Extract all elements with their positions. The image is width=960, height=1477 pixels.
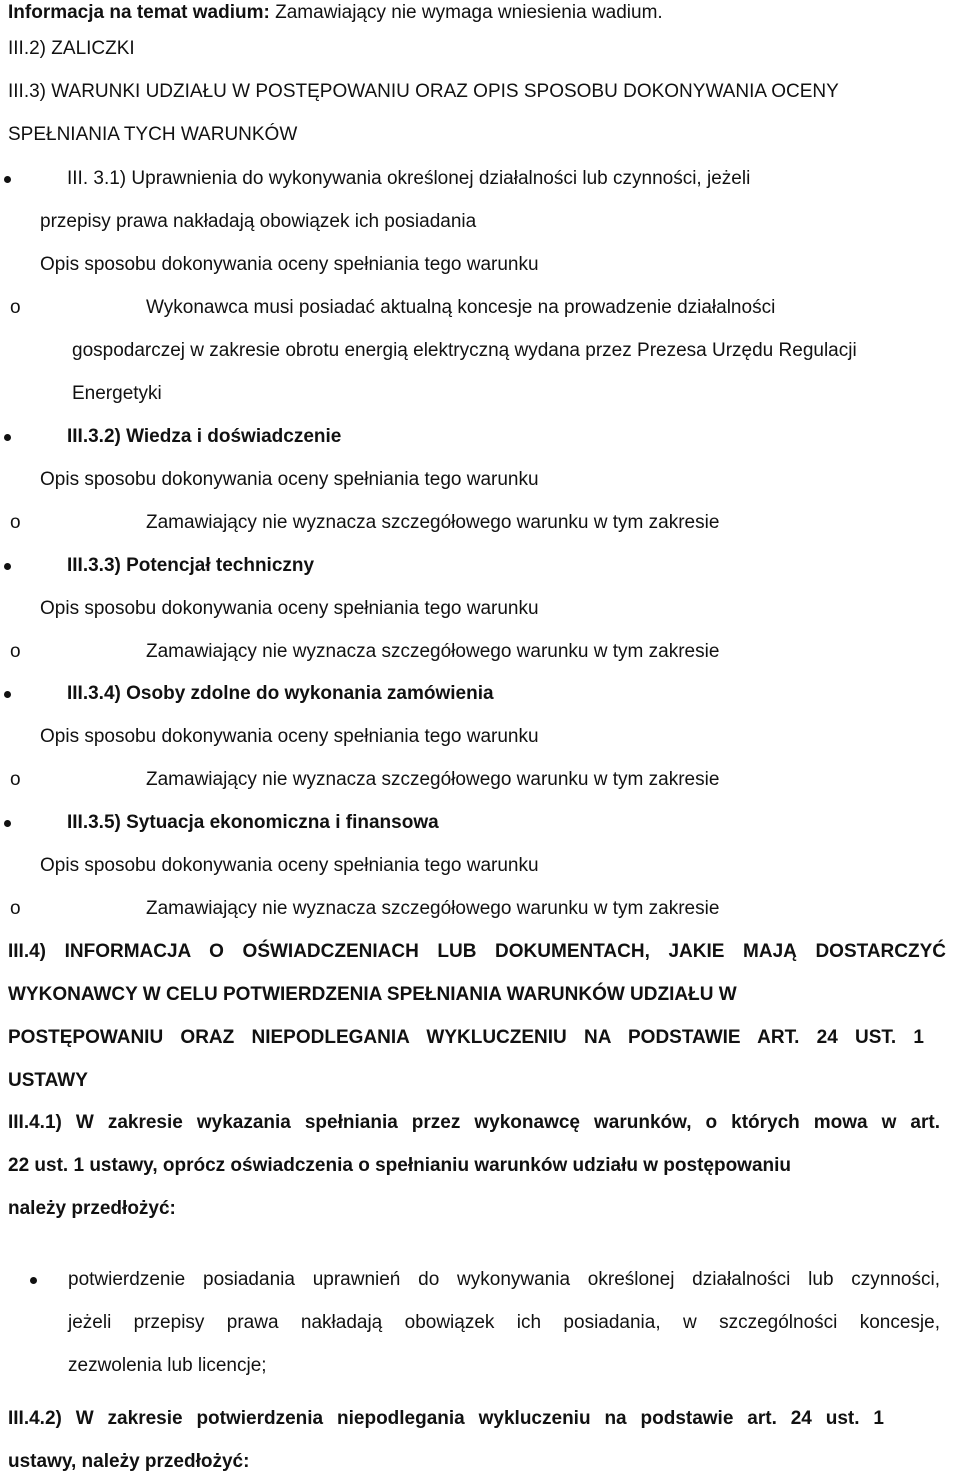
section-4-title-line1: III.4) INFORMACJA O OŚWIADCZENIACH LUB DOKUMENTACH, JAKIE MAJĄ DOSTARCZYĆ [8,941,946,962]
bullet-icon [4,820,11,827]
item-3-5-text: Zamawiający nie wyznacza szczegółowego warunku w tym zakresie [146,898,720,919]
section-4-title-line2: WYKONAWCY W CELU POTWIERDZENIA SPEŁNIANIA WARUNKÓW UDZIAŁU W [8,984,737,1005]
zaliczki-heading: III.2) ZALICZKI [8,38,135,59]
item-3-4-heading: III.3.4) Osoby zdolne do wykonania zamówienia [67,683,494,704]
item-3-4-text: Zamawiający nie wyznacza szczegółowego warunku w tym zakresie [146,769,720,790]
item-3-3-text: Zamawiający nie wyznacza szczegółowego warunku w tym zakresie [146,641,720,662]
section-3-title-line1: III.3) WARUNKI UDZIAŁU W POSTĘPOWANIU ORAZ OPIS SPOSOBU DOKONYWANIA OCENY [8,81,839,102]
bullet-item-line3: zezwolenia lub licencje; [68,1355,267,1376]
sub-4-1-line2: 22 ust. 1 ustawy, oprócz oświadczenia o spełnianiu warunków udziału w postępowaniu [8,1155,792,1176]
bullet-icon [4,691,11,698]
bullet-icon [4,563,11,570]
bullet-icon [30,1277,37,1284]
wadium-text: Zamawiający nie wymaga wniesienia wadium. [275,2,663,23]
bullet-icon [4,176,11,183]
list-marker-o: o [10,898,21,919]
item-3-1-text-line1: Wykonawca musi posiadać aktualną koncesje na prowadzenie działalności [146,297,776,318]
sub-4-2-line1: III.4.2) W zakresie potwierdzenia niepodlegania wykluczeniu na podstawie art. 24 ust. 1 [8,1408,884,1429]
sub-4-1-line1: III.4.1) W zakresie wykazania spełniania przez wykonawcę warunków, o których mowa w art. [8,1112,940,1133]
bullet-item-line2: jeżeli przepisy prawa nakładają obowiązek ich posiadania, w szczególności koncesje, [68,1312,940,1333]
item-3-5-heading: III.3.5) Sytuacja ekonomiczna i finansowa [67,812,439,833]
wadium-label: Informacja na temat wadium: [8,2,270,23]
section-4-title-line3: POSTĘPOWANIU ORAZ NIEPODLEGANIA WYKLUCZENIU NA PODSTAWIE ART. 24 UST. 1 [8,1027,924,1048]
item-3-1-heading-line2: przepisy prawa nakładają obowiązek ich posiadania [40,211,477,232]
opis-label: Opis sposobu dokonywania oceny spełniania tego warunku [40,469,539,490]
section-4-title-line4: USTAWY [8,1070,88,1091]
sub-4-2-line2: ustawy, należy przedłożyć: [8,1451,250,1472]
section-3-title-line2: SPEŁNIANIA TYCH WARUNKÓW [8,124,298,145]
opis-label: Opis sposobu dokonywania oceny spełniania tego warunku [40,598,539,619]
list-marker-o: o [10,641,21,662]
list-marker-o: o [10,512,21,533]
list-marker-o: o [10,769,21,790]
item-3-3-heading: III.3.3) Potencjał techniczny [67,555,315,576]
bullet-icon [4,434,11,441]
opis-label: Opis sposobu dokonywania oceny spełniania tego warunku [40,855,539,876]
item-3-2-text: Zamawiający nie wyznacza szczegółowego warunku w tym zakresie [146,512,720,533]
item-3-1-heading-line1: III. 3.1) Uprawnienia do wykonywania określonej działalności lub czynności, jeżeli [67,168,751,189]
opis-label: Opis sposobu dokonywania oceny spełniania tego warunku [40,726,539,747]
item-3-1-text-line3: Energetyki [72,383,162,404]
list-marker-o: o [10,297,21,318]
wadium-line [8,0,663,26]
item-3-2-heading: III.3.2) Wiedza i doświadczenie [67,426,342,447]
sub-4-1-line3: należy przedłożyć: [8,1198,176,1219]
opis-label: Opis sposobu dokonywania oceny spełniania tego warunku [40,254,539,275]
item-3-1-text-line2: gospodarczej w zakresie obrotu energią elektryczną wydana przez Prezesa Urzędu Regulacji [72,340,857,361]
bullet-item-line1: potwierdzenie posiadania uprawnień do wykonywania określonej działalności lub czynności, [68,1269,940,1290]
